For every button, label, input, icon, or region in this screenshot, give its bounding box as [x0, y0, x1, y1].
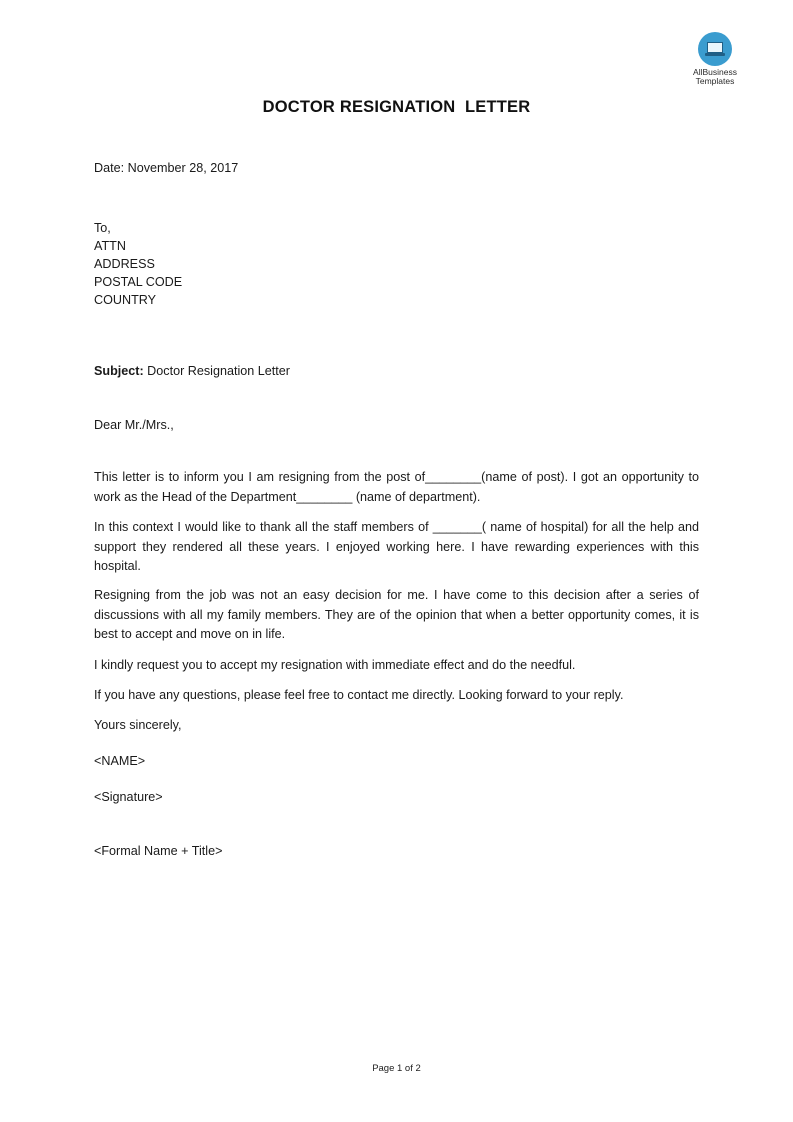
recipient-address: ADDRESS	[94, 257, 155, 271]
recipient-to: To,	[94, 221, 111, 235]
paragraph-2: In this context I would like to thank all the staff members of _______( name of hospital) for all the help and support they rendered all these years. I enjoyed working here. I have rewarding experiences with this hospital.	[94, 520, 699, 573]
logo-text	[680, 68, 750, 86]
paragraph-4: I kindly request you to accept my resignation with immediate effect and do the needful.	[94, 658, 576, 672]
recipient-country: COUNTRY	[94, 293, 157, 307]
allbusiness-templates-logo	[680, 32, 750, 86]
paragraph-1: This letter is to inform you I am resigning from the post of________(name of post). I got an opportunity to work as the Head of the Department________ (name of department).	[94, 470, 699, 504]
salutation: Dear Mr./Mrs.,	[94, 418, 174, 432]
paragraph-3: Resigning from the job was not an easy decision for me. I have come to this decision after a series of discussions with all my family members. They are of the opinion that when a better opportunity comes, it is best to accept and move on in life.	[94, 588, 699, 641]
paragraph-5: If you have any questions, please feel free to contact me directly. Looking forward to your reply.	[94, 688, 624, 702]
recipient-attn: ATTN	[94, 239, 126, 253]
letter-date: Date: November 28, 2017	[94, 161, 239, 175]
logo-line-1: AllBusiness	[693, 67, 737, 77]
recipient-postal-code: POSTAL CODE	[94, 275, 183, 289]
subject-text: Doctor Resignation Letter	[143, 364, 290, 378]
logo-line-2: Templates	[695, 76, 735, 86]
laptop-icon	[698, 32, 732, 66]
sender-signature: <Signature>	[94, 790, 163, 804]
letter-title: DOCTOR RESIGNATION LETTER	[262, 98, 531, 116]
page-number: Page 1 of 2	[372, 1063, 421, 1074]
sender-formal-name-title: <Formal Name + Title>	[94, 844, 223, 858]
subject-line	[94, 362, 290, 380]
subject-label: Subject:	[94, 364, 144, 378]
sender-name: <NAME>	[94, 754, 146, 768]
closing: Yours sincerely,	[94, 718, 182, 732]
